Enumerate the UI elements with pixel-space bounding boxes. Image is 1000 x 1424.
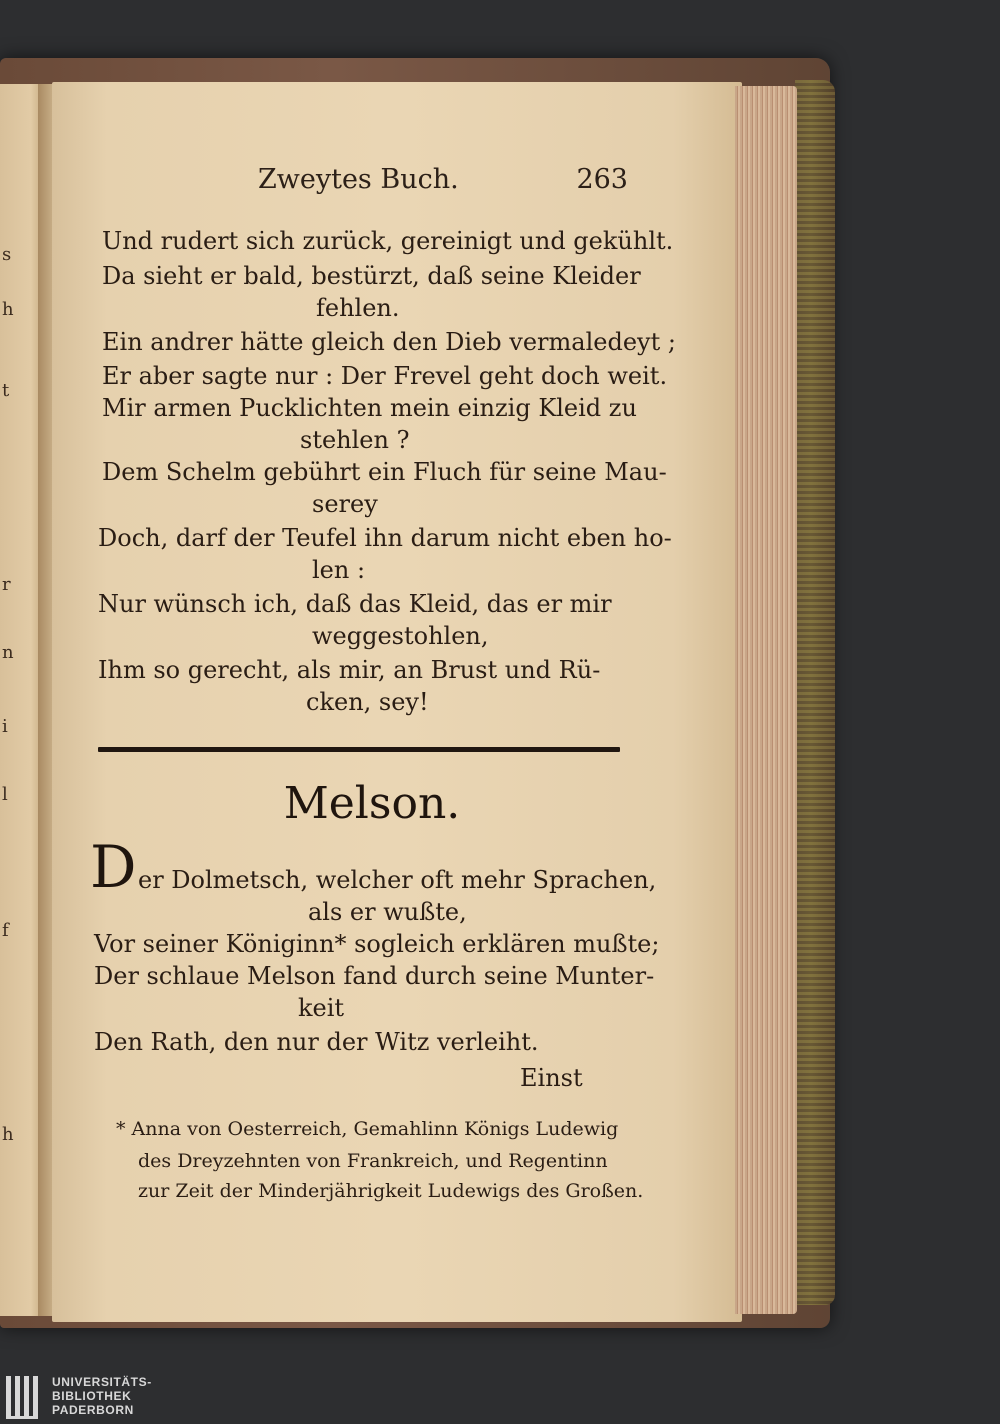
poem-line: Dem Schelm gebührt ein Fluch für seine Mau-	[102, 458, 667, 486]
poem-line: cken, sey!	[306, 688, 429, 716]
poem-line: Nur wünsch ich, daß das Kleid, das er mir	[98, 590, 612, 618]
footnote-line: des Dreyzehnten von Frankreich, und Regentinn	[138, 1150, 608, 1172]
page-number: 263	[576, 164, 628, 195]
poem-line: Und rudert sich zurück, gereinigt und gekühlt.	[102, 227, 674, 255]
library-logo-icon	[6, 1376, 42, 1420]
section-title: Melson.	[283, 778, 461, 829]
logo-line: UNIVERSITÄTS-	[52, 1375, 152, 1389]
drop-cap: D	[90, 833, 137, 901]
poem-line: fehlen.	[316, 294, 400, 322]
poem-line: len :	[312, 556, 366, 584]
left-page-fragment: l	[2, 784, 8, 805]
left-page-fragment: n	[2, 642, 14, 663]
left-page-fragment: f	[2, 920, 9, 941]
library-logo-bar	[0, 1372, 1000, 1424]
left-page-fragment: r	[2, 574, 11, 595]
left-page-fragment: h	[2, 299, 14, 320]
fable-line: als er wußte,	[308, 898, 467, 926]
library-logo-text	[52, 1375, 152, 1417]
poem-line: stehlen ?	[300, 426, 410, 454]
fable-line: er Dolmetsch, welcher oft mehr Sprachen,	[138, 866, 657, 894]
fable-line: Vor seiner Königinn* sogleich erklären mußte;	[94, 930, 660, 958]
poem-line: Mir armen Pucklichten mein einzig Kleid zu	[102, 394, 637, 422]
fable-line: Der schlaue Melson fand durch seine Munter-	[94, 962, 655, 990]
poem-line: Ein andrer hätte gleich den Dieb vermaledeyt ;	[102, 328, 676, 356]
footnote-line: zur Zeit der Minderjährigkeit Ludewigs des Großen.	[138, 1180, 644, 1202]
fable-line: keit	[298, 994, 345, 1022]
catchword: Einst	[520, 1064, 583, 1092]
running-head: Zweytes Buch.	[258, 164, 459, 195]
left-page-fragment: t	[2, 380, 10, 401]
left-page-fragment: i	[2, 716, 8, 737]
poem-line: Ihm so gerecht, als mir, an Brust und Rü-	[98, 656, 601, 684]
poem-line: Da sieht er bald, bestürzt, daß seine Kleider	[102, 262, 641, 290]
page-header	[258, 160, 628, 200]
left-page-fragment: h	[2, 1124, 14, 1145]
poem-line: Doch, darf der Teufel ihn darum nicht eben ho-	[98, 524, 672, 552]
poem-line: serey	[312, 490, 378, 518]
section-divider	[98, 747, 620, 752]
logo-line: BIBLIOTHEK	[52, 1389, 132, 1403]
fable-line: Den Rath, den nur der Witz verleiht.	[94, 1028, 539, 1056]
cover-edge	[795, 80, 835, 1305]
logo-line: PADERBORN	[52, 1403, 134, 1417]
poem-line: weggestohlen,	[312, 622, 489, 650]
poem-line: Er aber sagte nur : Der Frevel geht doch weit.	[102, 362, 668, 390]
footnote-line: * Anna von Oesterreich, Gemahlinn Königs Ludewig	[116, 1118, 619, 1140]
left-page-fragment: s	[2, 244, 12, 265]
page-edges	[735, 86, 797, 1314]
